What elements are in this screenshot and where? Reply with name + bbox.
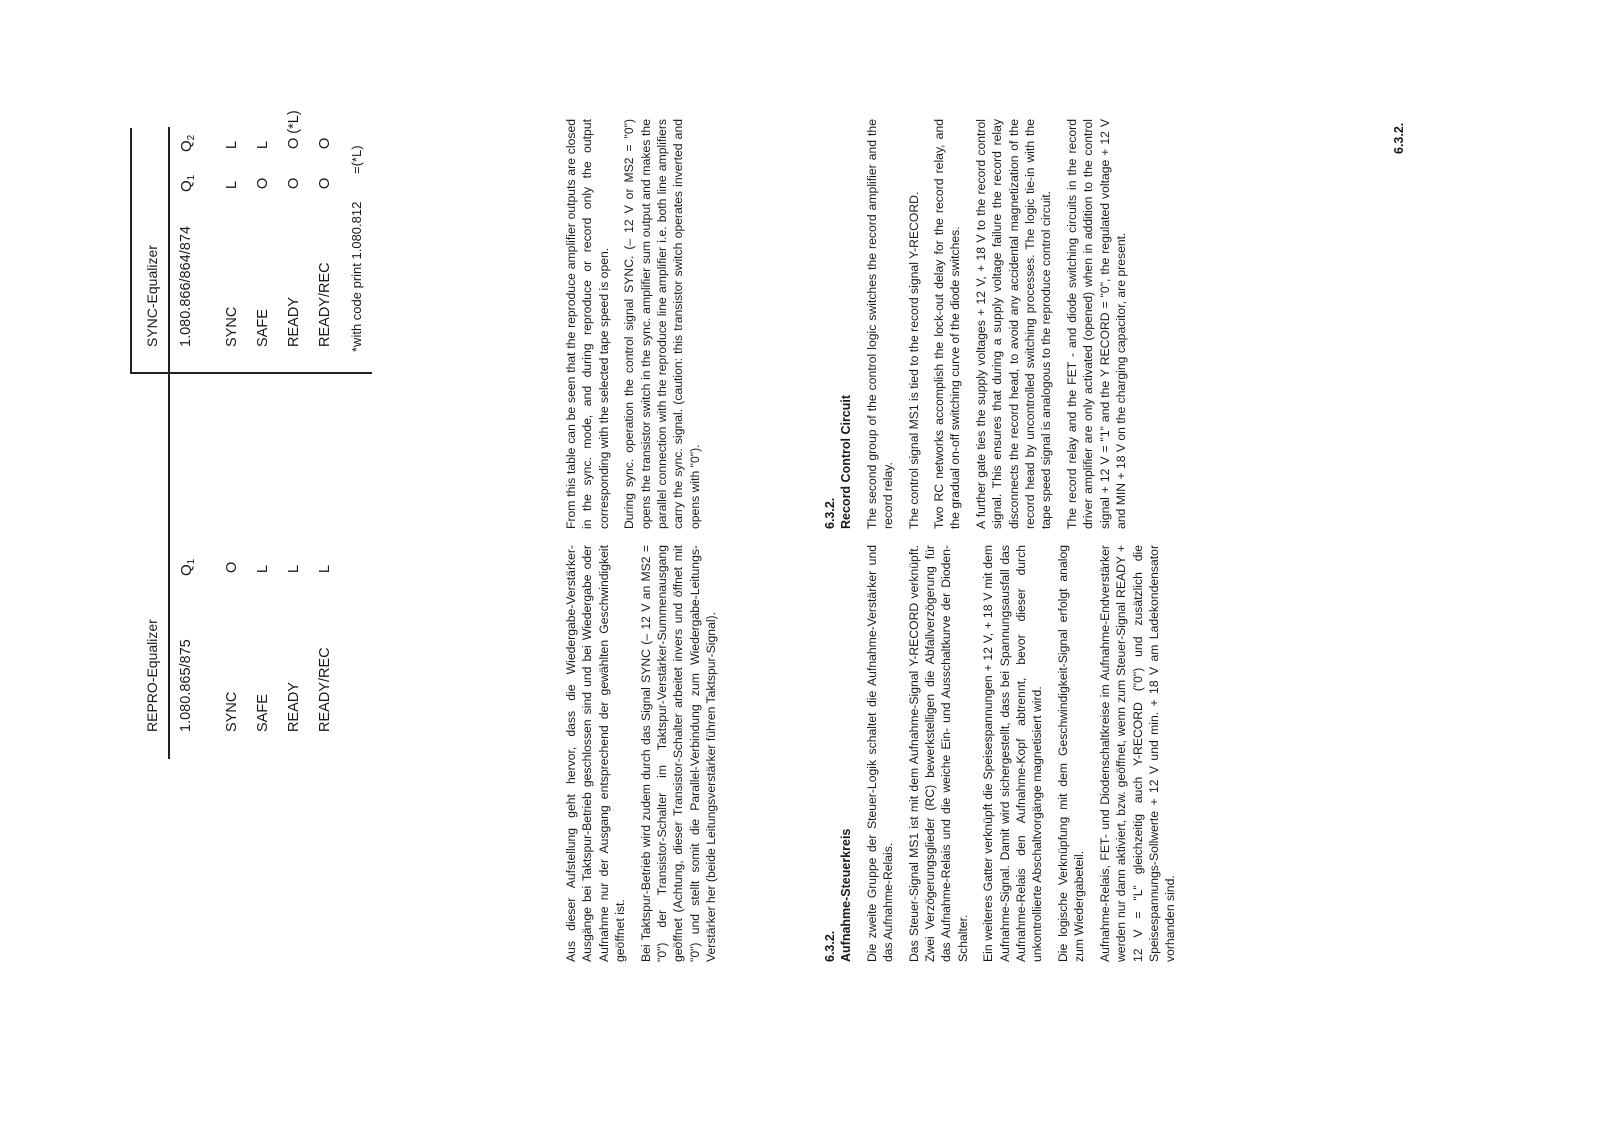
q-subscript: 1	[186, 558, 197, 565]
section-number: 6.3.2.	[823, 930, 837, 962]
table-row-label: READY/REC	[317, 647, 333, 732]
q-letter: Q	[178, 564, 195, 576]
table-cell-value: L	[255, 140, 271, 149]
section-title: Aufnahme-Steuerkreis	[839, 828, 854, 962]
repro-table-header: REPRO-Equalizer	[144, 619, 160, 732]
table-row-label: READY/REC	[317, 262, 333, 347]
paragraph: Die logische Verknüpfung mit dem Geschwindigkeit-Signal erfolgt analog zum Wiedergabeteil.	[1055, 545, 1087, 962]
paragraph: The control signal MS1 is tied to the record signal Y-RECORD.	[906, 191, 921, 529]
german-text-section	[822, 545, 1188, 962]
table-divider	[130, 372, 372, 374]
table-row-label: SYNC	[224, 306, 240, 347]
table-header-rule	[168, 127, 170, 759]
table-row-label: SYNC	[224, 691, 240, 732]
paragraph: A further gate ties the supply voltages + 12 V, + 18 V to the record control signal. This ensures that during a supply voltage failure the record relay disconnects the record head, to avoid any accidental magnetization of the record head by uncontrolled switching processes. The logic tie-in with the tape speed signal is analogous to the reproduce control circuit.	[973, 119, 1054, 529]
table-footnote: *with code print 1.080.812	[349, 201, 364, 352]
q-letter: Q	[178, 140, 195, 152]
paragraph: Bei Taktspur-Betrieb wird zudem durch das Signal SYNC (– 12 V an MS2 = "0") der Transistor-Schalter im Taktspur-Verstärker-Summenausgang geöffnet (Achtung, dieser Transistor-Schalter arbeitet invers und öffnet mit "0") und stellt somit die Parallel-Verbindung zum Wiedergabe-Leitungs-Verstärker her (beide Leitungsverstärker führen Taktspur-Signal).	[638, 545, 719, 962]
table-cell-value: O (*L)	[286, 110, 302, 149]
table-cell-value: L	[286, 564, 302, 573]
english-text-section	[822, 119, 1139, 529]
table-row-label: READY	[286, 297, 302, 347]
table-cell-value: O	[255, 177, 271, 189]
paragraph: Aufnahme-Relais, FET- und Diodenschaltkreise im Aufnahme-Endverstärker werden nur dann aktiviert, bzw. geöffnet, wenn zum Steuer-Signal READY + 12 V = "L" gleichzeitig auch Y-RECORD ("0") und zusätzlich die Speisespannungs-Sollwerte + 12 V und min. + 18 V am Ladekondensator vorhanden sind.	[1097, 545, 1178, 962]
table-cell-value: O	[224, 561, 240, 573]
paragraph: From this table can be seen that the reproduce amplifier outputs are closed in the sync. mode, and during reproduce or record only the output corresponding with the selected tape speed is open.	[564, 119, 611, 529]
table-cell-value: L	[224, 180, 240, 189]
paragraph: Die zweite Gruppe der Steuer-Logik schaltet die Aufnahme-Verstärker und das Aufnahme-Relais.	[864, 545, 896, 962]
table-row-label: SAFE	[255, 694, 271, 732]
paragraph: Ein weiteres Gatter verknüpft die Speisespannungen + 12 V, + 18 V mit dem Aufnahme-Signal. Damit wird sichergestellt, dass bei Spannungsausfall das Aufnahme-Relais den Aufnahme-Kopf abtrennt, bevor dieser durch unkontrollierte Abschaltvorgänge magnetisiert wird.	[981, 545, 1045, 962]
sync-table-header: SYNC-Equalizer	[144, 245, 160, 347]
table-cell-value: O	[317, 177, 333, 189]
table-cell-value: O	[286, 177, 302, 189]
q-letter: Q	[178, 180, 195, 192]
paragraph: During sync. operation the control signal SYNC. (– 12 V or MS2 = "0") opens the transistor switch in the sync. amplifier sum output and makes the parallel connection with the reproduce line amplifier i.e. both line amplifiers carry the sync. signal. (caution: this transistor switch operates inverted and opens with "0").	[622, 119, 702, 529]
paragraph: The record relay and the FET - and diode switching circuits in the record driver amplifier are only activated (opened) when in addition to the control signal + 12 V = "1" and the Y RECORD = "0", the regulated voltage + 12 V and MIN + 18 V on the charging capacitor, are present.	[1064, 119, 1129, 529]
paragraph: The second group of the control logic switches the record amplifier and the record relay.	[864, 119, 896, 529]
sync-model-numbers: 1.080.866/864/874	[178, 226, 194, 347]
repro-q1-header	[178, 559, 200, 576]
paragraph: Two RC networks accomplish the lock-out delay for the record relay, and the gradual on-off switching curve of the diode switches.	[932, 119, 963, 529]
paragraph: Aus dieser Aufstellung geht hervor, dass die Wiedergabe-Verstärker-Ausgänge bei Taktspur-Betrieb geschlossen sind und bei Wiedergabe oder Aufnahme nur der Ausgang entsprechend der gewählten Geschwindigkeit geöffnet ist.	[564, 545, 628, 962]
table-cell-value: O	[317, 137, 333, 149]
sync-q2-header	[178, 135, 200, 152]
q-subscript: 1	[186, 174, 197, 181]
table-footnote-value: =(*L)	[349, 145, 364, 174]
table-cell-value: L	[317, 564, 333, 573]
section-number: 6.3.2.	[823, 497, 837, 529]
table-cell-value: L	[255, 564, 271, 573]
repro-model-numbers: 1.080.865/875	[178, 639, 194, 732]
table-top-rule	[130, 128, 132, 372]
table-row-label: SAFE	[255, 309, 271, 347]
german-text-top	[563, 545, 729, 962]
q-subscript: 2	[186, 134, 197, 141]
page-folio: 6.3.2.	[1392, 122, 1406, 154]
table-cell-value: L	[224, 140, 240, 149]
paragraph: Das Steuer-Signal MS1 ist mit dem Aufnahme-Signal Y-RECORD verknüpft. Zwei Verzögerungsglieder (RC) bewerkstelligen die Abfallverzögerung für das Aufnahme-Relais und die weiche Ein- und Ausschaltkurve der Dioden-Schalter.	[906, 545, 970, 962]
english-text-top	[563, 119, 712, 529]
table-row-label: READY	[286, 682, 302, 732]
sync-q1-header	[178, 175, 200, 192]
section-title: Record Control Circuit	[839, 394, 854, 529]
